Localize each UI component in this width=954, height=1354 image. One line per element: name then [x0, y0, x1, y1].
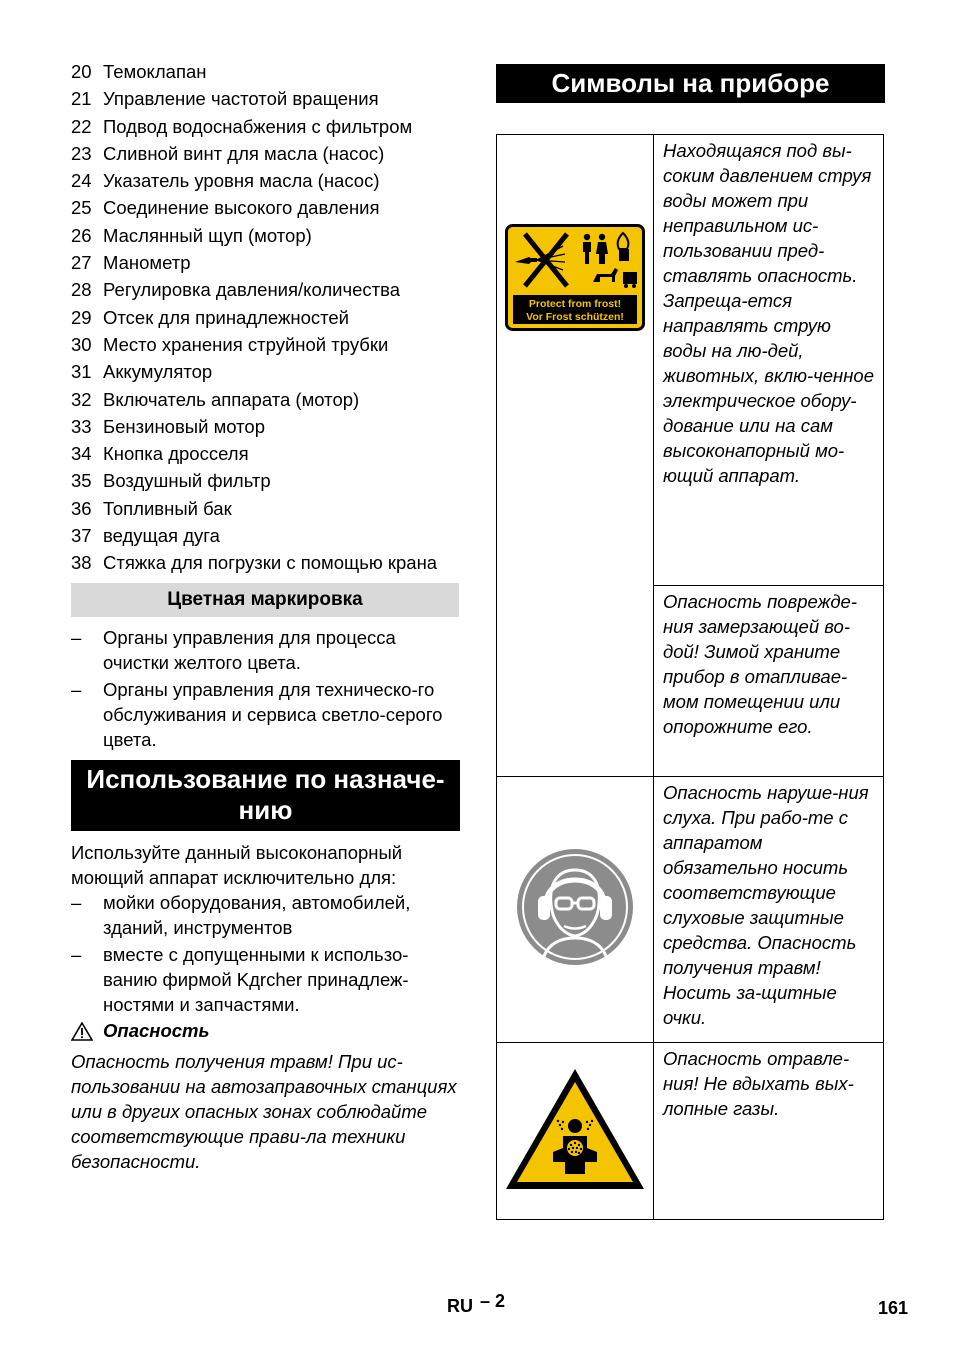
part-label: Сливной винт для масла (насос): [103, 142, 385, 164]
water-jet-warning-sticker-icon: [497, 135, 654, 777]
table-row: [497, 777, 884, 1043]
part-label: Стяжка для погрузки с помощью крана: [103, 552, 438, 574]
intended-use-item-cleaning: мойки оборудования, автомобилей, зданий, инструментов: [103, 892, 411, 938]
symbol-text-hearing: Опасность наруше-ния слуха. При рабо-те с аппаратом обязательно носить соответствующие слуховые защитные средства. Опасность получения травм! Носить за-щитные очки.: [654, 777, 884, 1043]
list-item: [71, 304, 460, 331]
list-item: – мойки оборудования, автомобилей, зданий, инструментов: [71, 890, 460, 940]
toxic-fumes-warning-icon: [497, 1043, 654, 1220]
list-item: [71, 440, 460, 467]
color-marking-item-gray: Органы управления для техническо-го обслуживания и сервиса светло-серого цвета.: [103, 679, 443, 750]
ear-eye-protection-icon: [497, 777, 654, 1043]
part-number: 28: [71, 279, 92, 301]
part-number: 29: [71, 306, 92, 328]
intended-use-list: [71, 890, 460, 1017]
part-label: Кнопка дросселя: [103, 443, 249, 465]
list-item: [71, 194, 460, 221]
part-number: 38: [71, 552, 92, 574]
list-item: [71, 467, 460, 494]
part-number: 34: [71, 443, 92, 465]
symbols-table: [496, 134, 884, 1220]
parts-list: [71, 58, 460, 577]
part-number: 21: [71, 88, 92, 110]
svg-text:Vor Frost schützen!: Vor Frost schützen!: [526, 311, 624, 323]
part-label: Подвод водоснабжения с фильтром: [103, 115, 413, 137]
symbol-text-water-jet: Находящаяся под вы-соким давлением струя воды может при неправильном ис-пользовании пред-ставлять опасность. Запреща-ется направлять струю воды на лю-дей, животных, вклю-ченное электрическое обору-дование или на сам высоконапорный мо-ющий аппарат.: [654, 135, 884, 586]
danger-text: Опасность получения травм! При ис-пользовании на автозаправочных станциях или в других опасных зонах соблюдайте соответствующие прави-ла техники безопасности.: [71, 1051, 457, 1172]
part-number: 26: [71, 224, 92, 246]
color-marking-heading: Цветная маркировка: [71, 583, 459, 617]
part-label: Регулировка давления/количества: [103, 279, 401, 301]
list-item: [71, 276, 460, 303]
part-label: Указатель уровня масла (насос): [103, 170, 380, 192]
part-number: 32: [71, 388, 92, 410]
part-label: Соединение высокого давления: [103, 197, 380, 219]
warning-triangle-icon: [71, 1022, 93, 1041]
list-item: [71, 522, 460, 549]
table-row: [497, 135, 884, 586]
part-number: 20: [71, 61, 92, 82]
list-item: – вместе с допущенными к использо-ванию фирмой Kдrcher принадлеж-ностями и запчастями.: [71, 942, 460, 1017]
list-item: [71, 249, 460, 276]
part-label: Маслянный щуп (мотор): [103, 224, 312, 246]
part-label: Бензиновый мотор: [103, 415, 266, 437]
symbol-text-frost: Опасность поврежде-ния замерзающей во-дой! Зимой храните прибор в отапливае-мом помещении или опорожните его.: [654, 586, 884, 777]
part-number: 27: [71, 252, 92, 274]
part-label: Манометр: [103, 252, 191, 274]
list-item: [71, 58, 460, 85]
intended-use-item-accessories: вместе с допущенными к использо-ванию фирмой Kдrcher принадлеж-ностями и запчастями.: [103, 944, 409, 1015]
part-label: Управление частотой вращения: [103, 88, 379, 110]
part-label: ведущая дуга: [103, 525, 220, 547]
part-number: 30: [71, 333, 92, 355]
part-number: 35: [71, 470, 92, 492]
list-item: [71, 549, 460, 576]
list-item: – Органы управления для процесса очистки желтого цвета.: [71, 625, 460, 675]
part-label: Аккумулятор: [103, 361, 213, 383]
page-number: 161: [878, 1298, 909, 1318]
part-number: 25: [71, 197, 92, 219]
list-item: [71, 113, 460, 140]
part-number: 33: [71, 415, 92, 437]
list-item: – Органы управления для техническо-го обслуживания и сервиса светло-серого цвета.: [71, 677, 460, 752]
part-label: Отсек для принадлежностей: [103, 306, 350, 328]
list-item: [71, 85, 460, 112]
danger-label: Опасность: [71, 1020, 209, 1042]
color-marking-list: [71, 625, 460, 752]
symbols-heading: Символы на приборе: [496, 64, 885, 103]
part-label: Воздушный фильтр: [103, 470, 271, 492]
list-item: [71, 386, 460, 413]
list-item: [71, 331, 460, 358]
part-label: Место хранения струйной трубки: [103, 333, 389, 355]
list-item: [71, 140, 460, 167]
part-number: 36: [71, 497, 92, 519]
svg-text:Protect from frost!: Protect from frost!: [528, 298, 622, 310]
part-number: 23: [71, 142, 92, 164]
part-label: Топливный бак: [103, 497, 232, 519]
part-number: 37: [71, 525, 92, 547]
part-number: 31: [71, 361, 92, 383]
part-number: 24: [71, 170, 92, 192]
intended-use-heading: Использование по назначе-нию: [71, 760, 460, 831]
part-label: Включатель аппарата (мотор): [103, 388, 360, 410]
symbol-text-fumes: Опасность отравле-ния! Не вдыхать вых-лопные газы.: [654, 1043, 884, 1220]
list-item: [71, 495, 460, 522]
color-marking-item-yellow: Органы управления для процесса очистки желтого цвета.: [103, 627, 396, 673]
table-row: [497, 1043, 884, 1220]
list-item: [71, 413, 460, 440]
list-item: [71, 167, 460, 194]
intended-use-intro: Используйте данный высоконапорный моющий аппарат исключительно для:: [71, 842, 403, 888]
part-number: 22: [71, 115, 92, 137]
part-label: Темоклапан: [103, 61, 207, 82]
list-item: [71, 222, 460, 249]
list-item: [71, 358, 460, 385]
footer-language: RU – 2: [447, 1291, 506, 1316]
